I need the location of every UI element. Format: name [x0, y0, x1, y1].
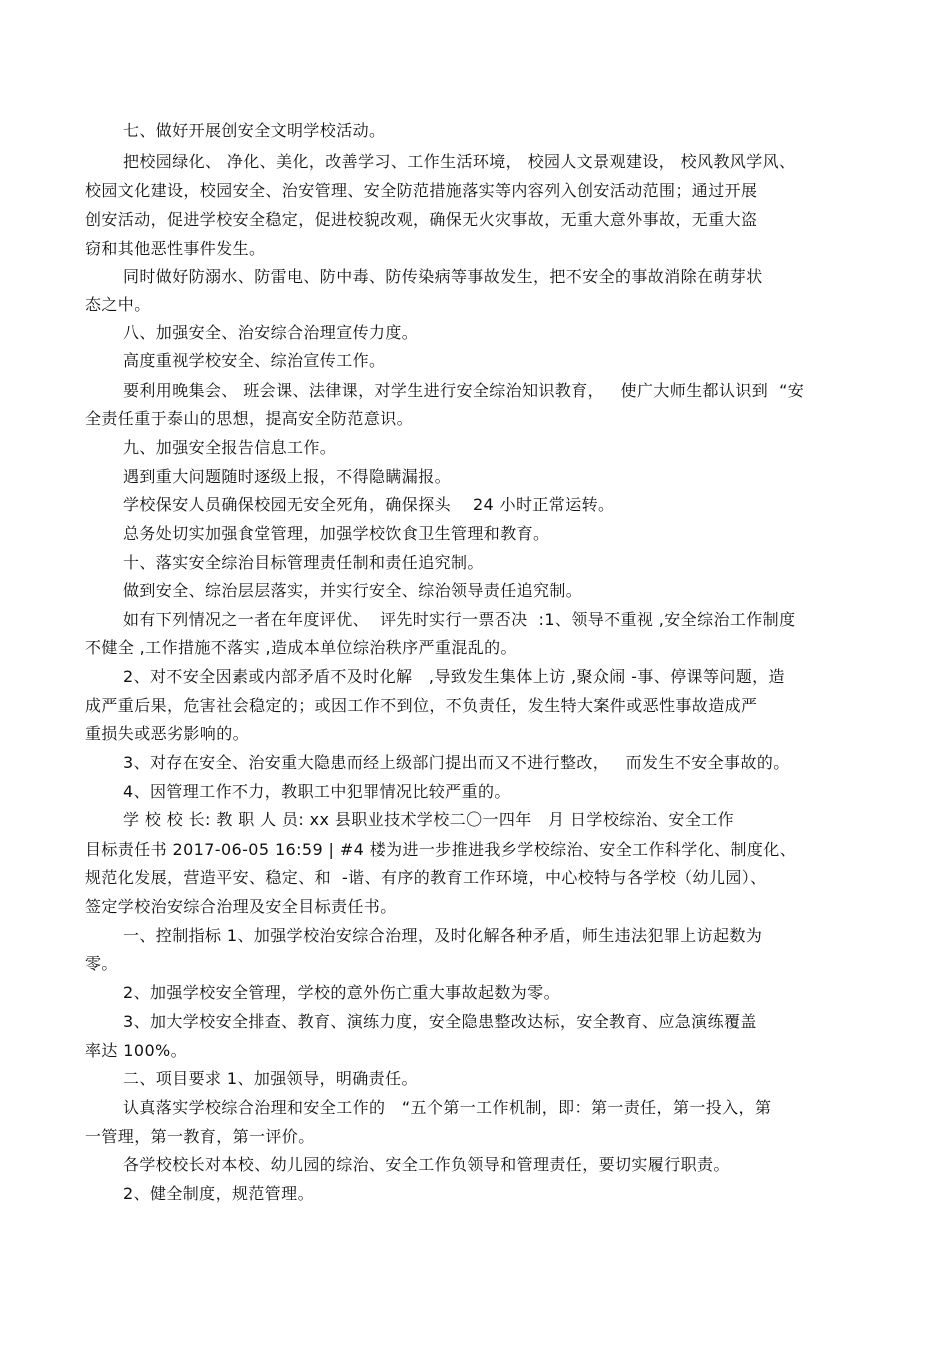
text-line: 全责任重于泰山的思想，提高安全防范意识。 — [85, 409, 414, 428]
text-line: 一管理，第一教育，第一评价。 — [85, 1127, 315, 1146]
text-line: 签定学校治安综合治理及安全目标责任书。 — [85, 897, 397, 916]
text-line: 学校保安人员确保校园无安全死角，确保探头 24 小时正常运转。 — [123, 495, 615, 514]
text-line: 把校园绿化、 净化、美化，改善学习、工作生活环境， 校园人文景观建设， 校风教风学风、 — [123, 152, 796, 171]
text-line: 高度重视学校安全、综治宣传工作。 — [123, 351, 386, 370]
text-line: 一、控制指标 1、加强学校治安综合治理，及时化解各种矛盾，师生违法犯罪上访起数为 — [123, 926, 763, 945]
text-line: 目标责任书 2017-06-05 16:59 | #4 楼为进一步推进我乡学校综治、安全工作科学化、制度化、 — [85, 840, 797, 859]
text-line: 做到安全、综治层层落实，并实行安全、综治领导责任追究制。 — [123, 581, 583, 600]
text-line: 遇到重大问题随时逐级上报，不得隐瞒漏报。 — [123, 467, 452, 486]
text-line: 同时做好防溺水、防雷电、防中毒、防传染病等事故发生，把不安全的事故消除在萌芽状 — [123, 267, 763, 286]
text-line: 十、落实安全综治目标管理责任制和责任追究制。 — [123, 553, 484, 572]
text-line: 八、加强安全、治安综合治理宣传力度。 — [123, 323, 419, 342]
text-line: 3、加大学校安全排查、教育、演练力度，安全隐患整改达标，安全教育、应急演练覆盖 — [123, 1012, 757, 1031]
text-line: 2、加强学校安全管理，学校的意外伤亡重大事故起数为零。 — [123, 983, 560, 1002]
text-line: 重损失或恶劣影响的。 — [85, 724, 250, 743]
text-line: 各学校校长对本校、幼儿园的综治、安全工作负领导和管理责任，要切实履行职责。 — [123, 1155, 730, 1174]
text-line: 窃和其他恶性事件发生。 — [85, 239, 266, 258]
text-line: 要利用晚集会、 班会课、法律课，对学生进行安全综治知识教育， 使广大师生都认识到 “安 — [123, 381, 805, 400]
text-line: 成严重后果，危害社会稳定的；或因工作不到位，不负责任，发生特大案件或恶性事故造成严 — [85, 696, 758, 715]
text-line: 七、做好开展创安全文明学校活动。 — [123, 121, 386, 140]
text-line: 不健全 ,工作措施不落实 ,造成本单位综治秩序严重混乱的。 — [85, 638, 517, 657]
text-line: 校园文化建设，校园安全、治安管理、安全防范措施落实等内容列入创安活动范围；通过开展 — [85, 181, 758, 200]
text-line: 总务处切实加强食堂管理，加强学校饮食卫生管理和教育。 — [123, 524, 550, 543]
text-line: 率达 100%。 — [85, 1041, 188, 1060]
text-line: 如有下列情况之一者在年度评优、 评先时实行一票否决 :1、领导不重视 ,安全综治工作制度 — [123, 610, 796, 629]
text-line: 九、加强安全报告信息工作。 — [123, 438, 337, 457]
text-line: 3、对存在安全、治安重大隐患而经上级部门提出而又不进行整改， 而发生不安全事故的。 — [123, 753, 790, 772]
text-line: 学 校 校 长: 教 职 人 员: xx 县职业技术学校二〇一四年 月 日学校综治、安全工作 — [123, 810, 735, 829]
text-line: 规范化发展，营造平安、稳定、和 -谐、有序的教育工作环境，中心校特与各学校（幼儿园）、 — [85, 868, 767, 887]
text-line: 二、项目要求 1、加强领导，明确责任。 — [123, 1069, 418, 1088]
text-line: 认真落实学校综合治理和安全工作的 “五个第一工作机制，即：第一责任，第一投入，第 — [123, 1098, 772, 1117]
text-line: 创安活动，促进学校安全稳定，促进校貌改观，确保无火灾事故，无重大意外事故，无重大盗 — [85, 210, 758, 229]
text-line: 零。 — [85, 954, 118, 973]
text-line: 2、对不安全因素或内部矛盾不及时化解 ,导致发生集体上访 ,聚众闹 -事、停课等问题，造 — [123, 667, 785, 686]
text-line: 4、因管理工作不力，教职工中犯罪情况比较严重的。 — [123, 782, 511, 801]
text-line: 态之中。 — [85, 295, 151, 314]
text-line: 2、健全制度，规范管理。 — [123, 1184, 314, 1203]
